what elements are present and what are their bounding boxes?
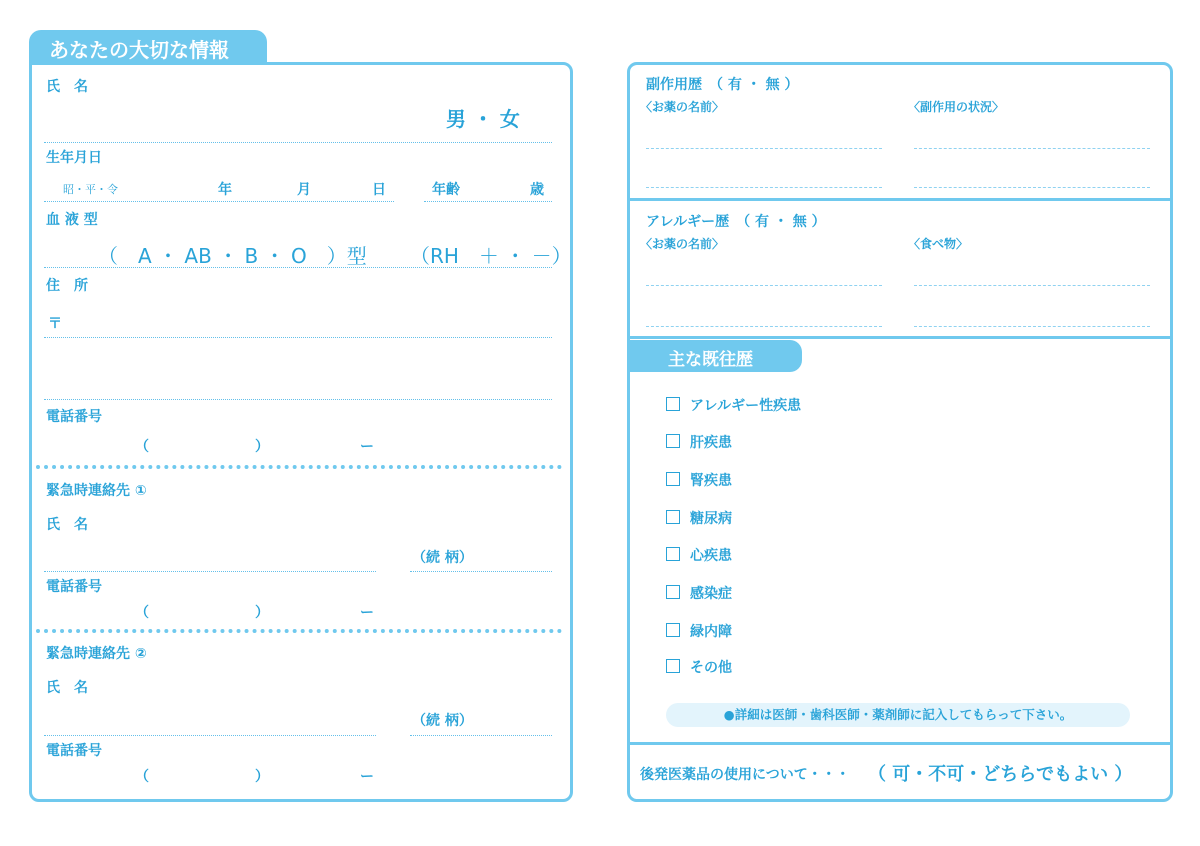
side-effects-label[interactable]: 副作用歴 （ 有 ・ 無 ） bbox=[646, 77, 799, 93]
al-drug-line-1 bbox=[646, 285, 882, 286]
checkbox-icon[interactable] bbox=[666, 585, 680, 599]
allergy-label[interactable]: アレルギー歴 （ 有 ・ 無 ） bbox=[646, 214, 826, 230]
contact2-phone-label: 電話番号 bbox=[46, 743, 102, 759]
checkbox-icon[interactable] bbox=[666, 547, 680, 561]
contact2-label: 緊急時連絡先 ② bbox=[46, 646, 147, 662]
phone-close: ） bbox=[255, 439, 269, 455]
birth-line bbox=[44, 201, 394, 202]
phone-label: 電話番号 bbox=[46, 409, 102, 425]
generic-drug-label: 後発医薬品の使用について・・・ bbox=[640, 767, 850, 783]
blood-line bbox=[44, 267, 552, 268]
section-divider-1 bbox=[36, 465, 562, 469]
contact1-label: 緊急時連絡先 ① bbox=[46, 483, 147, 499]
al-food-label: 〈食べ物〉 bbox=[908, 237, 969, 251]
address-label: 住 所 bbox=[46, 278, 88, 294]
rh-options[interactable]: （RH ＋ ・ －） bbox=[410, 244, 572, 268]
contact2-phone-open: （ bbox=[135, 769, 149, 785]
contact1-phone-open: （ bbox=[135, 605, 149, 621]
history-title: 主な既往歴 bbox=[668, 350, 753, 370]
right-divider-3 bbox=[629, 742, 1171, 745]
checkbox-icon[interactable] bbox=[666, 510, 680, 524]
checkbox-icon[interactable] bbox=[666, 434, 680, 448]
phone-open: （ bbox=[135, 439, 149, 455]
postal-mark: 〒 bbox=[48, 316, 62, 332]
month-label: 月 bbox=[297, 182, 311, 198]
se-condition-line-2 bbox=[914, 187, 1150, 188]
contact1-name-line bbox=[44, 571, 376, 572]
checkbox-icon[interactable] bbox=[666, 623, 680, 637]
generic-drug-options[interactable]: （ 可・不可・どちらでもよい ） bbox=[868, 764, 1133, 785]
name-line bbox=[44, 142, 552, 143]
birth-label: 生年月日 bbox=[46, 150, 102, 166]
contact2-name-line bbox=[44, 735, 376, 736]
al-drug-line-2 bbox=[646, 326, 882, 327]
age-unit: 歳 bbox=[530, 182, 544, 198]
era-options[interactable]: 昭・平・令 bbox=[63, 183, 118, 196]
age-label: 年齢 bbox=[432, 182, 460, 198]
contact1-relation-label: （続 柄） bbox=[412, 550, 473, 566]
history-checkbox-diabetes[interactable]: 糖尿病 bbox=[666, 508, 732, 528]
contact2-name-label: 氏 名 bbox=[46, 680, 88, 696]
year-label: 年 bbox=[218, 182, 232, 198]
section-divider-2 bbox=[36, 629, 562, 633]
checkbox-icon[interactable] bbox=[666, 472, 680, 486]
age-line bbox=[424, 201, 552, 202]
checkbox-icon[interactable] bbox=[666, 397, 680, 411]
history-checkbox-glaucoma[interactable]: 緑内障 bbox=[666, 621, 732, 641]
contact1-phone-dash: ー bbox=[360, 605, 374, 621]
history-checkbox-other[interactable]: その他 bbox=[666, 657, 732, 677]
al-food-line-1 bbox=[914, 285, 1150, 286]
contact1-phone-label: 電話番号 bbox=[46, 579, 102, 595]
day-label: 日 bbox=[372, 182, 386, 198]
checkbox-icon[interactable] bbox=[666, 659, 680, 673]
contact1-phone-close: ） bbox=[255, 605, 269, 621]
section-tab-personal-info bbox=[29, 30, 267, 64]
al-food-line-2 bbox=[914, 326, 1150, 327]
history-checkbox-heart[interactable]: 心疾患 bbox=[666, 545, 732, 565]
se-drug-name-label: 〈お薬の名前〉 bbox=[640, 100, 725, 114]
contact2-relation-line bbox=[410, 735, 552, 736]
name-label: 氏 名 bbox=[46, 79, 88, 95]
blood-label: 血 液 型 bbox=[46, 212, 98, 228]
history-checkbox-liver[interactable]: 肝疾患 bbox=[666, 432, 732, 452]
right-divider-1 bbox=[629, 198, 1171, 201]
address-line-2 bbox=[44, 399, 552, 400]
history-checkbox-kidney[interactable]: 腎疾患 bbox=[666, 470, 732, 490]
section-tab-history bbox=[630, 340, 802, 372]
se-condition-label: 〈副作用の状況〉 bbox=[908, 100, 1005, 114]
personal-info-panel bbox=[29, 62, 573, 802]
phone-dash: ー bbox=[360, 439, 374, 455]
contact2-phone-close: ） bbox=[255, 769, 269, 785]
contact2-phone-dash: ー bbox=[360, 769, 374, 785]
section-title: あなたの大切な情報 bbox=[49, 38, 229, 62]
contact1-relation-line bbox=[410, 571, 552, 572]
instruction-note: ●詳細は医師・歯科医師・薬剤師に記入してもらって下さい。 bbox=[666, 703, 1130, 727]
history-checkbox-allergy[interactable]: アレルギー性疾患 bbox=[666, 395, 801, 415]
contact2-relation-label: （続 柄） bbox=[412, 713, 473, 729]
al-drug-name-label: 〈お薬の名前〉 bbox=[640, 237, 725, 251]
history-checkbox-infection[interactable]: 感染症 bbox=[666, 583, 732, 603]
se-drug-line-2 bbox=[646, 187, 882, 188]
right-divider-2 bbox=[629, 336, 1171, 339]
se-condition-line-1 bbox=[914, 148, 1150, 149]
blood-type-options[interactable]: （ A ・ AB ・ B ・ O ）型 bbox=[98, 244, 367, 268]
address-line-1 bbox=[44, 337, 552, 338]
sex-options[interactable]: 男 ・ 女 bbox=[446, 107, 520, 131]
se-drug-line-1 bbox=[646, 148, 882, 149]
contact1-name-label: 氏 名 bbox=[46, 517, 88, 533]
